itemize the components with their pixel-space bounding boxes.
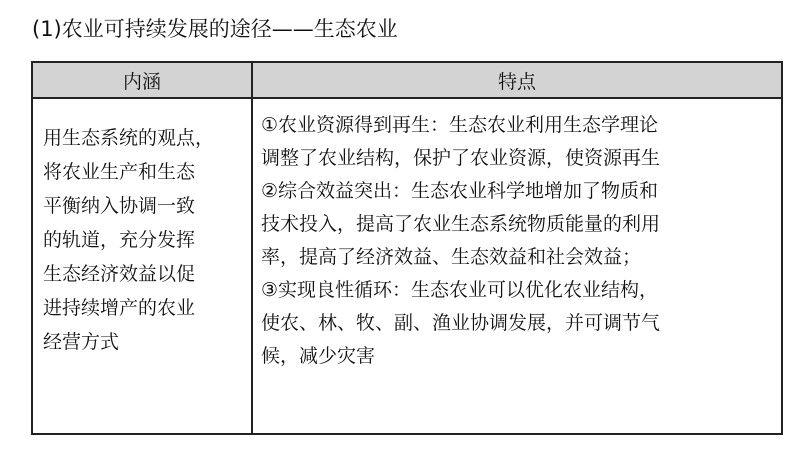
- connotation-cell: [32, 98, 252, 434]
- features-text: [253, 99, 781, 373]
- header-features: 特点: [252, 62, 782, 98]
- feature-line: ①农业资源得到再生：生态农业利用生态学理论: [261, 114, 659, 136]
- connotation-line: 进持续增产的农业: [43, 297, 196, 319]
- features-cell: [252, 98, 782, 434]
- connotation-line: 用生态系统的观点，: [43, 127, 215, 149]
- feature-line: ②综合效益突出：生态农业科学地增加了物质和: [261, 180, 659, 202]
- header-connotation: 内涵: [32, 62, 252, 98]
- connotation-line: 平衡纳入协调一致: [43, 195, 196, 217]
- connotation-line: 将农业生产和生态: [43, 161, 196, 183]
- connotation-text: [33, 99, 251, 359]
- feature-line: 使农、林、牧、副、渔业协调发展，并可调节气: [261, 312, 661, 334]
- connotation-line: 生态经济效益以促: [43, 263, 196, 285]
- connotation-line: 的轨道，充分发挥: [43, 229, 196, 251]
- ecological-agriculture-table: [31, 61, 783, 435]
- feature-line: 技术投入，提高了农业生态系统物质能量的利用: [261, 213, 661, 235]
- table-row: [32, 98, 782, 434]
- feature-line: 调整了农业结构，保护了农业资源，使资源再生: [261, 147, 661, 169]
- table-header-row: [32, 62, 782, 98]
- feature-line: 候，减少灾害: [261, 345, 376, 367]
- feature-line: ③实现良性循环：生态农业可以优化农业结构，: [261, 279, 659, 301]
- section-heading: (1)农业可持续发展的途径——生态农业: [32, 17, 398, 41]
- connotation-line: 经营方式: [43, 331, 120, 353]
- feature-line: 率，提高了经济效益、生态效益和社会效益；: [261, 246, 642, 268]
